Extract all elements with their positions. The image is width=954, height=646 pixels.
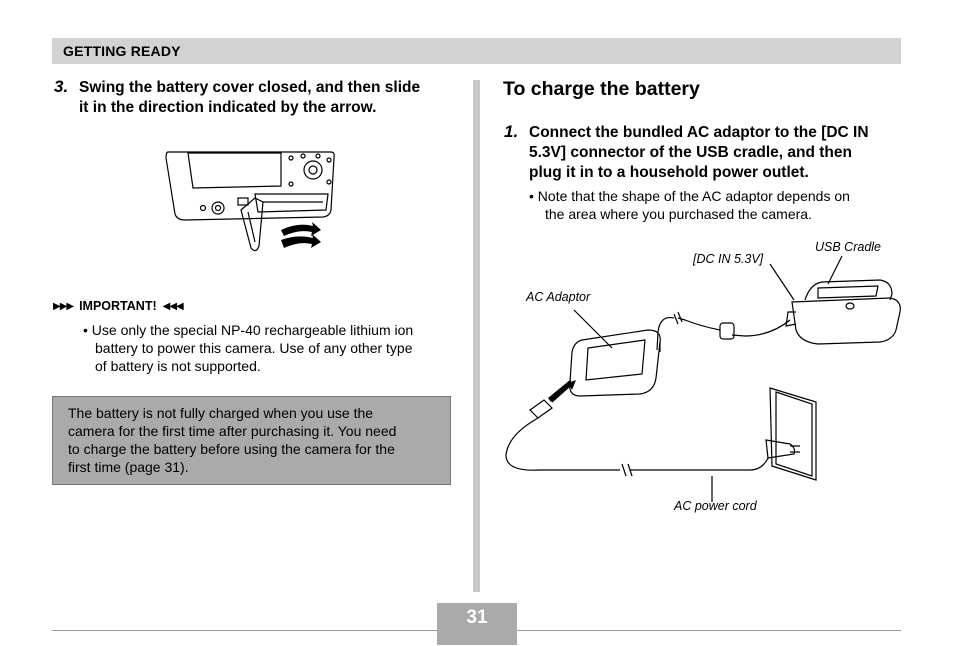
section-title-charge-battery: To charge the battery — [503, 78, 700, 100]
label-ac-power-cord: AC power cord — [674, 499, 757, 513]
label-dc-in: [DC IN 5.3V] — [693, 252, 764, 266]
important-heading — [53, 299, 183, 313]
page-number-box — [437, 603, 517, 645]
important-bullet-line-2: battery to power this camera. Use of any other type — [95, 340, 413, 356]
step-3-number: 3. — [54, 77, 69, 96]
important-right-marks-icon: ◀◀◀ — [162, 300, 183, 312]
label-ac-adaptor: AC Adaptor — [526, 290, 591, 304]
battery-note-line-3: to charge the battery before using the camera for the — [68, 441, 395, 457]
ac-adaptor-body — [570, 330, 661, 396]
battery-note-line-1: The battery is not fully charged when you use the — [68, 405, 374, 421]
battery-note-line-4: first time (page 31). — [68, 459, 189, 475]
camera-battery-cover-illustration — [163, 150, 338, 260]
step-3-line-2: it in the direction indicated by the arrow. — [79, 99, 377, 116]
step-1-line-2: 5.3V] connector of the USB cradle, and then — [529, 144, 852, 161]
step-1-line-1: Connect the bundled AC adaptor to the [DC IN — [529, 124, 869, 141]
adaptor-note-line-2: the area where you purchased the camera. — [545, 206, 812, 222]
column-divider — [473, 80, 480, 592]
important-left-marks-icon: ▶▶▶ — [53, 300, 74, 312]
section-header-bar — [52, 38, 901, 64]
page-number: 31 — [466, 607, 488, 628]
battery-note-line-2: camera for the first time after purchasing it. You need — [68, 423, 397, 439]
battery-note-box — [52, 396, 451, 485]
section-header-title: GETTING READY — [63, 43, 181, 59]
adaptor-note-line-1: • Note that the shape of the AC adaptor depends on — [529, 188, 850, 204]
important-bullet-line-3: of battery is not supported. — [95, 358, 261, 374]
important-label: IMPORTANT! — [79, 299, 157, 313]
label-usb-cradle: USB Cradle — [815, 240, 881, 254]
important-bullet-line-1: • Use only the special NP-40 rechargeable lithium ion — [83, 322, 414, 338]
step-1-line-3: plug it in to a household power outlet. — [529, 164, 809, 181]
step-3-line-1: Swing the battery cover closed, and then slide — [79, 79, 421, 96]
charging-connection-diagram — [500, 240, 910, 525]
step-1-number: 1. — [504, 122, 519, 141]
